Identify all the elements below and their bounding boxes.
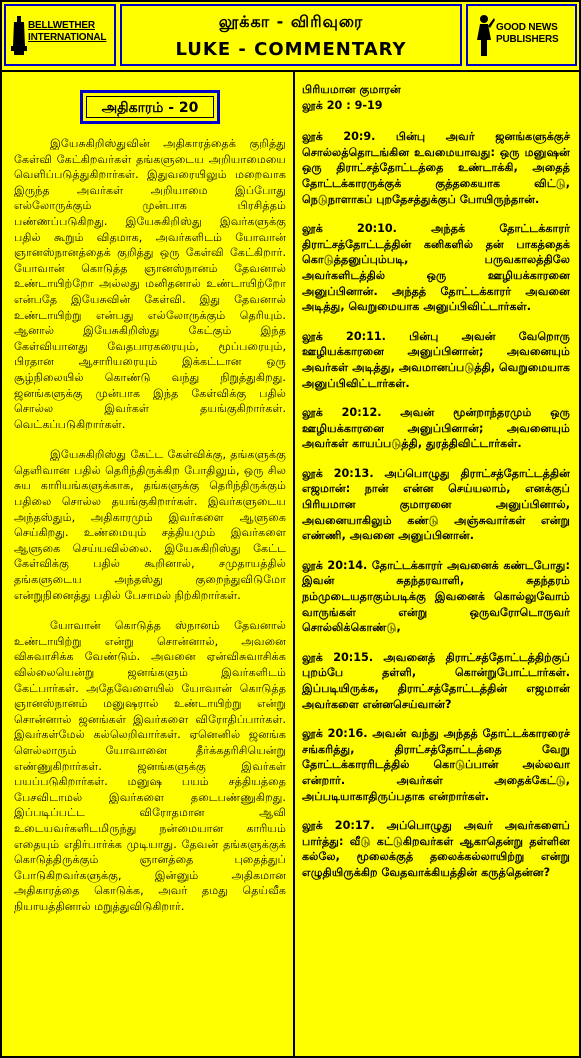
verse: லூக் 20:13. அப்பொழுது திராட்சத்தோட்டத்தின் எஜமான்: நான் என்ன செய்யலாம், எனக்குப் பிரியமான குமாரனை அனுப்பினால், அவனையாகிலும் கண்டு அஞ்சுவார்கள் என்று எண்ணி, அவனை அனுப்பினான். <box>302 466 570 543</box>
title-tamil: லூக்கா - விரிவுரை <box>218 12 364 31</box>
logo-line-1: GOOD NEWS <box>496 22 558 33</box>
commentary-paragraph: இயேசுகிறிஸ்துவின் அதிகாரத்தைக் குறித்து கேள்வி கேட்கிறவர்கள் தங்களுடைய அறியாமையை வெளிப்படுத்துகிறார்கள். இதுவரையிலும் மறைவாக இருந்த அவர்கள் அறியாமை இப்போது எல்லோருக்கும் முன்பாக பிரசித்தம் பண்ணப்படுகிறது. இயேசுகிறிஸ்து இவர்களுக்கு பதில் கூறும் விதமாக, அவர்களிடம் யோவான் ஞானஸ்நானத்தைக் குறித்து ஒரு கேள்வி கேட்கிறார். யோவான் கொடுத்த ஞானஸ்நானம் தேவனால் உண்டாயிற்றோ அல்லது மனிதனால் உண்டாயிற்றோ என்பதே இயேசுவின் கேள்வி. இது தேவனால் உண்டாயிற்று என்பது எல்லோருக்கும் தெரியும். ஆனால் இயேசுகிறிஸ்து கேட்கும் இந்த கேள்வியானது வேதபாரகரையும், மூப்பரையும், பிரதான ஆசாரியரையும் இக்கட்டான ஒரு சூழ்நிலையில் கொண்டு வந்து நிறுத்துகிறது. ஜனங்களுக்கு முன்பாக இந்த கேள்விக்கு பதில் சொல்ல இவர்கள் தயங்குகிறார்கள். வெட்கப்படுகிறார்கள். <box>14 137 286 431</box>
logo-line-2: INTERNATIONAL <box>28 32 107 43</box>
commentary-column <box>14 136 286 930</box>
title-box <box>120 4 462 66</box>
scripture-reference: லூக் 20 : 9-19 <box>302 98 383 112</box>
header <box>2 2 579 72</box>
verse: லூக் 20:9. பின்பு அவர் ஜனங்களுக்குச் சொல்லத்தொடங்கின உவமையாவது: ஒரு மனுஷன் ஒரு திராட்சத்தோட்டத்தை உண்டாக்கி, அதைத் தோட்டக்காரருக்குக் குத்தகையாக விட்டு, நெடுநாளாகப் புறதேசத்துக்குப் போயிருந்தான். <box>302 130 570 206</box>
verse: லூக் 20:11. பின்பு அவன் வேறொரு ஊழியக்காரனை அனுப்பினான்; அவனையும் அவர்கள் அடித்து, அவமானப்படுத்தி, வெறுமையாக அனுப்பிவிட்டார்கள். <box>302 329 570 390</box>
commentary-paragraph: இயேசுகிறிஸ்து கேட்ட கேள்விக்கு, தங்களுக்கு தெளிவான பதில் தெரிந்திருக்கிற போதிலும், ஒரு சில சுய காரியங்களுக்காக, தங்களுக்கு தெரிந்திருக்கும் பதிலை சொல்ல தயங்குகிறார்கள். இவர்களுடைய அந்தஸ்தும், அதிகாரமும் இவர்களை ஆளுகை செய்கிறது. உண்மையும் சத்தியமும் இவர்களை ஆளுகை செய்யவில்லை. இயேசுகிறிஸ்து கேட்ட கேள்விக்கு பதில் கூறினால், சமுதாயத்தில் தங்களுடைய அந்தஸ்து குறைந்துவிடுமோ என்றுநினைத்து பதில் பேசாமல் நிற்கிறார்கள். <box>14 448 286 602</box>
verse: லூக் 20:16. அவன் வந்து அந்தத் தோட்டக்காரரைச் சங்கரித்து, திராட்சத்தோட்டத்தை வேறு தோட்டக்காரரிடத்தில் கொடுப்பான் அல்லவா என்றார். அவர்கள் அதைக்கேட்டு, அப்படியாகாதிருப்பதாக என்றார்கள். <box>302 727 570 803</box>
good-news-logo <box>466 4 577 66</box>
verse: லூக் 20:15. அவனைத் திராட்சத்தோட்டத்திற்குப் புறம்பே தள்ளி, கொன்றுபோட்டார்கள். இப்படியிருக்க, திராட்சத்தோட்டத்தின் எஜமான் அவர்களை என்னசெய்வான்? <box>302 650 570 711</box>
verse: லூக் 20:10. அந்தக் தோட்டக்காரர் திராட்சத்தோட்டத்தின் கனிகளில் தன் பாகத்தைக் கொடுத்தனுப்பும்படி, பருவகாலத்திலே அவர்களிடத்தில் ஒரு ஊழியக்காரனை அனுப்பினான். அந்தத் தோட்டக்காரர் அவனை அடித்து, வெறுமையாக அனுப்பிவிட்டார்கள். <box>302 222 570 314</box>
commentary-paragraph: யோவான் கொடுத்த ஸ்நானம் தேவனால் உண்டாயிற்று என்று சொன்னால், அவனை விசுவாசிக்க வேண்டும். அவனை ஏன்விசுவாசிக்க வில்லையென்று ஜனங்களும் இவர்களிடம் கேட்பார்கள். அதேவேளையில் யோவான் கொடுத்த ஞானஸ்நானம் மனுஷரால் உண்டாயிற்று என்று சொன்னால் ஜனங்கள் இவர்களை விரோதிப்பார்கள். இவர்கள்மேல் கல்லெறிவார்கள். ஏனெனில் ஜனங்க ளெல்லாரும் யோவானை தீர்க்கதரிசியென்று எண்ணுகிறார்கள். ஜனங்களுக்கு இவர்கள் பயப்படுகிறார்கள். மனுஷ பயம் சத்தியத்தை பேசவிடாமல் இவர்களை தடைபண்ணுகிறது. இப்படிப்பட்ட விரோதமான ஆவி உடையவர்களிடமிருந்து நன்மையான காரியம் எதையும் எதிர்பார்க்க முடியாது. தேவன் தங்களுக்குக் கொடுத்திருக்கும் ஞானத்தை புதைத்துப் போடுகிறவர்களுக்கு, இன்னும் அதிகமான அதிகாரத்தை கொடுக்க, அவர் தமது தெய்வீக நியாயத்தினால் மறுத்துவிடுகிறார். <box>14 619 286 913</box>
logo-line-2: PUBLISHERS <box>496 34 559 45</box>
bellwether-logo <box>4 4 116 66</box>
verse: லூக் 20:17. அப்பொழுது அவர் அவர்களைப் பார்த்து: வீடு கட்டுகிறவர்கள் ஆகாதென்று தள்ளின கல்லே, மூலைக்குத் தலைக்கல்லாயிற்று என்று எழுதியிருக்கிற வேதவாக்கியத்தின் கருத்தென்ன? <box>302 819 570 879</box>
title-english: LUKE - COMMENTARY <box>175 39 407 60</box>
bellwether-logo-text <box>28 20 106 44</box>
good-news-logo-text <box>496 22 558 46</box>
chapter-box <box>80 90 220 124</box>
verse: லூக் 20:14. தோட்டக்காரர் அவனைக் கண்டபோது: இவன் சுதந்தரவாளி, சுதந்தரம் நம்முடையதாகும்படிக்கு இவனைக் கொல்லுவோம் வாருங்கள் என்று ஒருவரோடொருவர் சொல்லிக்கொண்டு, <box>302 558 570 635</box>
chapter-label: அதிகாரம் - 20 <box>86 96 214 118</box>
good-news-logo-icon <box>473 14 495 58</box>
column-divider <box>293 70 295 1056</box>
logo-line-1: BELLWETHER <box>28 20 95 31</box>
section-title: பிரியமான குமாரன் <box>302 83 401 96</box>
bellwether-logo-icon <box>11 16 27 56</box>
scripture-column <box>302 82 570 895</box>
verse: லூக் 20:12. அவன் மூன்றாந்தரமும் ஒரு ஊழியக்காரனை அனுப்பினான்; அவனையும் அவர்கள் காயப்படுத்தி, துரத்திவிட்டார்கள். <box>302 406 570 451</box>
